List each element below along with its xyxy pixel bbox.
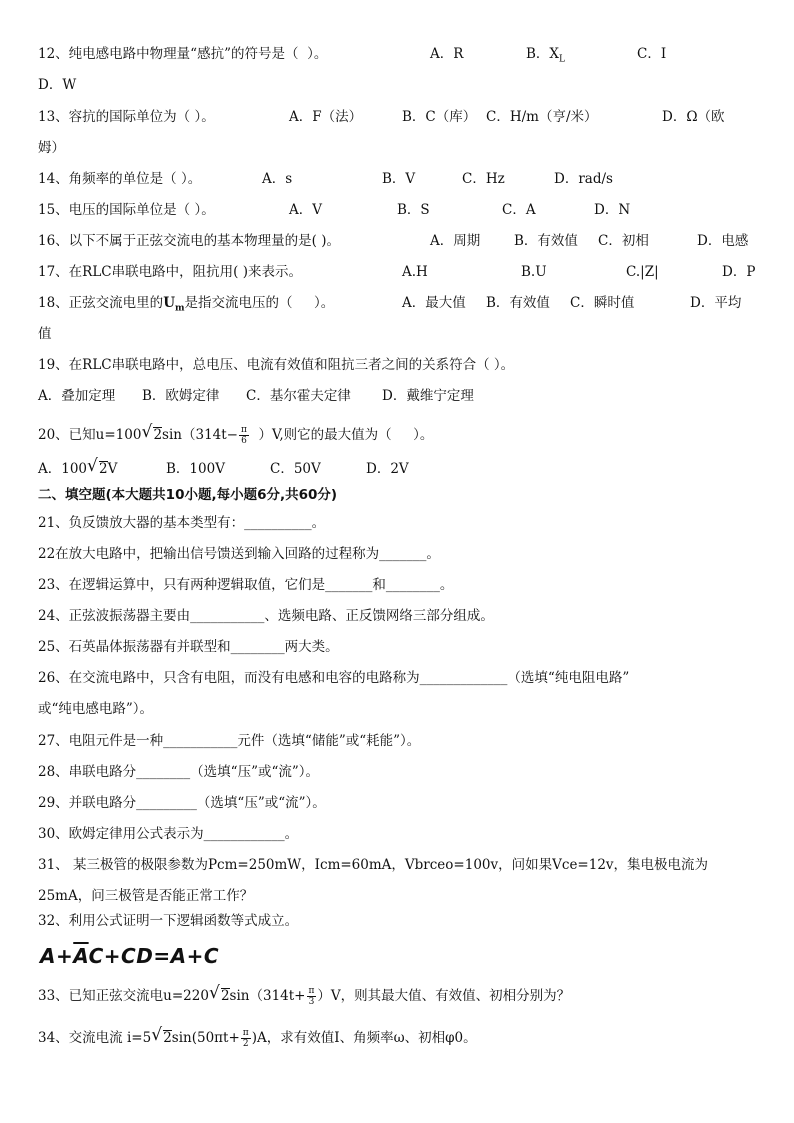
q12-option-b: B．$X_L$ bbox=[526, 46, 566, 65]
q13-option-a: A．F（法） bbox=[289, 109, 363, 125]
q19-option-c: C．基尔霍夫定律 bbox=[246, 388, 351, 404]
q13-option-b: B．C（库） bbox=[402, 109, 477, 125]
logic-equation: $A+\overline{A}C+CD=A+C$ bbox=[40, 944, 220, 968]
q15-option-a: A．V bbox=[289, 202, 322, 218]
question-26-line2: 或“纯电感电路”）。 bbox=[38, 701, 154, 717]
q15-option-b: B．S bbox=[397, 202, 430, 218]
q19-option-b: B．欧姆定律 bbox=[142, 388, 220, 404]
question-21: 21、负反馈放大器的基本类型有：__________。 bbox=[38, 515, 326, 531]
question-23: 23、在逻辑运算中，只有两种逻辑取值，它们是_______和________。 bbox=[38, 577, 454, 593]
a-complement: $\overline{A}$ bbox=[73, 944, 89, 968]
q17-option-a: A.H bbox=[402, 264, 428, 280]
question-31-line2: 25mA，问三极管是否能正常工作？ bbox=[38, 888, 254, 904]
question-12 bbox=[38, 45, 327, 63]
q18-option-a: A．最大值 bbox=[402, 295, 466, 311]
q19-option-d: D．戴维宁定理 bbox=[382, 388, 474, 404]
q17-option-c: C.|Z| bbox=[626, 264, 659, 280]
question-27: 27、电阻元件是一种___________元件（选填“储能”或“耗能”）。 bbox=[38, 733, 421, 749]
question-26-line1: 26、在交流电路中，只含有电阻，而没有电感和电容的电路称为_____________（选填“纯电阻电路” bbox=[38, 670, 630, 686]
section-heading-fill-in: 二、填空题(本大题共10小题,每小题6分,共60分) bbox=[38, 487, 338, 503]
question-18: 18、正弦交流电里的$U_m$是指交流电压的（ ）。 bbox=[38, 295, 335, 314]
q16-option-a: A．周期 bbox=[430, 233, 481, 249]
q18-option-b: B．有效值 bbox=[486, 295, 550, 311]
q20-option-a: A．100 √ 2V bbox=[38, 460, 117, 478]
fraction: $\frac{\pi}{2}$ bbox=[242, 1028, 249, 1049]
q17-option-d: D．P bbox=[722, 264, 756, 280]
question-28: 28、串联电路分________（选填“压”或“流”）。 bbox=[38, 764, 320, 780]
question-19: 19、在RLC串联电路中，总电压、电流有效值和阻抗三者之间的关系符合（ ）。 bbox=[38, 357, 515, 373]
q20-option-b: B．100V bbox=[166, 461, 225, 477]
question-20: 20、已知u=100 √ 2sin（314t− $\frac{\pi}{6}$ ）V,则它的最大值为（ ）。 bbox=[38, 425, 433, 446]
q12-stem: 12、纯电感电路中物理量“感抗”的符号是（ ）。 bbox=[38, 46, 328, 62]
sqrt-symbol: √ 2 bbox=[87, 460, 108, 478]
fraction: $\frac{\pi}{3}$ bbox=[308, 986, 315, 1007]
q15-option-c: C．A bbox=[502, 202, 536, 218]
q13-wrap: 姆） bbox=[38, 140, 65, 156]
q18-option-c: C．瞬时值 bbox=[570, 295, 635, 311]
sqrt-symbol: √ 2 bbox=[151, 1029, 172, 1047]
question-34: 34、交流电流 i=5 √ 2sin(50πt+ $\frac{\pi}{2}$ )A，求有效值I、角频率ω、初相φ0。 bbox=[38, 1028, 477, 1049]
question-15: 15、电压的国际单位是（ ）。 bbox=[38, 202, 215, 218]
q13-option-d: D．Ω（欧 bbox=[662, 109, 725, 125]
q14-option-d: D．rad/s bbox=[554, 171, 613, 187]
q12-option-a: A．R bbox=[430, 46, 464, 62]
q20-option-c: C．50V bbox=[270, 461, 321, 477]
question-29: 29、并联电路分_________（选填“压”或“流”）。 bbox=[38, 795, 326, 811]
q16-option-b: B．有效值 bbox=[514, 233, 578, 249]
question-24: 24、正弦波振荡器主要由___________、选频电路、正反馈网络三部分组成。 bbox=[38, 608, 494, 624]
sqrt-symbol: √ 2 bbox=[209, 987, 230, 1005]
question-25: 25、石英晶体振荡器有并联型和________两大类。 bbox=[38, 639, 339, 655]
q14-option-a: A．s bbox=[262, 171, 293, 187]
question-30: 30、欧姆定律用公式表示为____________。 bbox=[38, 826, 299, 842]
q12-option-c: C．I bbox=[637, 46, 667, 62]
q14-option-c: C．Hz bbox=[462, 171, 505, 187]
fraction: $\frac{\pi}{6}$ bbox=[241, 425, 247, 446]
question-31-line1: 31、 某三极管的极限参数为Pcm=250mW，Icm=60mA，Vbrceo=100v，问如果Vce=12v，集电极电流为 bbox=[38, 857, 709, 873]
q16-option-c: C．初相 bbox=[598, 233, 649, 249]
q14-option-b: B．V bbox=[382, 171, 416, 187]
q17-option-b: B.U bbox=[521, 264, 547, 280]
sqrt-symbol: √ 2 bbox=[141, 426, 162, 444]
q12-option-d: D．W bbox=[38, 77, 77, 93]
q18-wrap: 值 bbox=[38, 326, 52, 342]
q19-option-a: A．叠加定理 bbox=[38, 388, 116, 404]
q18-option-d: D．平均 bbox=[690, 295, 742, 311]
question-33: 33、已知正弦交流电u=220 √ 2sin（314t+ $\frac{\pi}{3}$ ）V，则其最大值、有效值、初相分别为？ bbox=[38, 986, 570, 1007]
q20-option-d: D．2V bbox=[366, 461, 409, 477]
question-32: 32、利用公式证明一下逻辑函数等式成立。 bbox=[38, 913, 299, 929]
q16-option-d: D．电感 bbox=[697, 233, 749, 249]
question-22: 22在放大电路中，把输出信号馈送到输入回路的过程称为_______。 bbox=[38, 546, 440, 562]
question-17: 17、在RLC串联电路中，阻抗用( )来表示。 bbox=[38, 264, 302, 280]
q13-option-c: C．H/m（亨/米） bbox=[486, 109, 598, 125]
question-14: 14、角频率的单位是（ ）。 bbox=[38, 171, 202, 187]
um-symbol: $U_m$ bbox=[163, 295, 185, 314]
q15-option-d: D．N bbox=[594, 202, 631, 218]
question-16: 16、以下不属于正弦交流电的基本物理量的是( )。 bbox=[38, 233, 341, 249]
question-13: 13、容抗的国际单位为（ ）。 bbox=[38, 109, 215, 125]
